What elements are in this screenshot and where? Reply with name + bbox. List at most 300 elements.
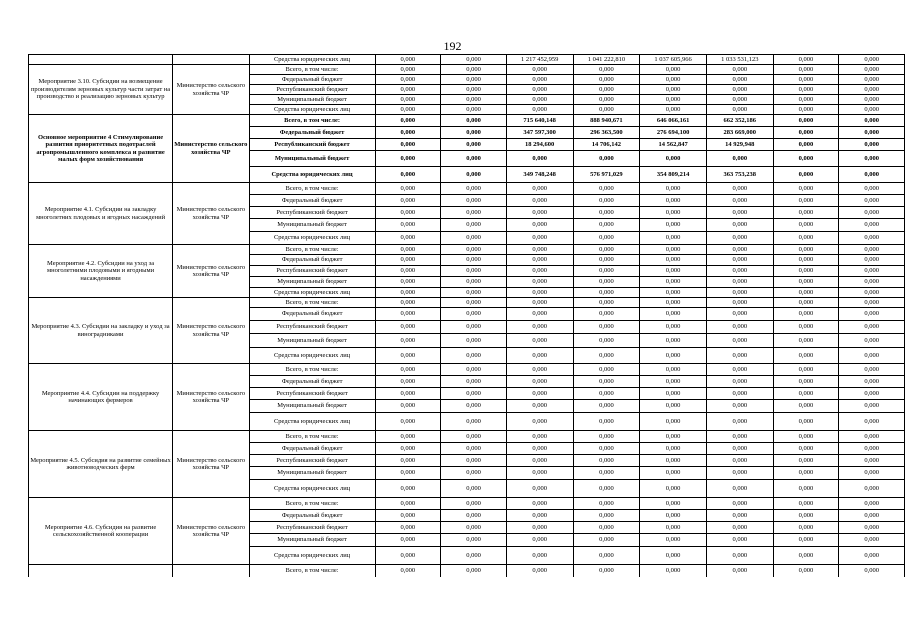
value-cell: 0,000	[375, 321, 441, 334]
value-cell: 0,000	[839, 298, 905, 308]
value-cell: 0,000	[839, 127, 905, 139]
value-cell: 0,000	[375, 480, 441, 498]
value-cell: 0,000	[839, 277, 905, 288]
value-cell: 0,000	[706, 232, 773, 245]
value-cell: 0,000	[640, 245, 707, 255]
measure-name-cell: Мероприятие 4.2. Субсидии на уход за многолетними плодовыми и ягодными насаждениями	[29, 245, 173, 298]
value-cell: 0,000	[706, 443, 773, 455]
value-cell: 296 363,500	[573, 127, 640, 139]
value-cell: 0,000	[506, 255, 573, 266]
value-cell: 0,000	[640, 232, 707, 245]
value-cell: 0,000	[839, 413, 905, 431]
value-cell: 0,000	[706, 95, 773, 105]
funding-source-cell: Всего, в том числе:	[249, 115, 375, 127]
value-cell: 14 562,847	[640, 139, 707, 151]
value-cell: 0,000	[375, 207, 441, 219]
value-cell: 0,000	[573, 534, 640, 547]
funding-source-cell: Муниципальный бюджет	[249, 95, 375, 105]
value-cell: 0,000	[573, 522, 640, 534]
value-cell: 0,000	[706, 308, 773, 321]
value-cell: 0,000	[573, 255, 640, 266]
value-cell: 0,000	[375, 219, 441, 232]
value-cell: 0,000	[773, 288, 839, 298]
value-cell: 0,000	[375, 139, 441, 151]
value-cell: 0,000	[839, 207, 905, 219]
value-cell: 0,000	[506, 288, 573, 298]
value-cell: 0,000	[375, 388, 441, 400]
value-cell: 276 694,100	[640, 127, 707, 139]
value-cell: 0,000	[640, 207, 707, 219]
value-cell: 0,000	[773, 413, 839, 431]
value-cell: 0,000	[706, 75, 773, 85]
value-cell: 0,000	[773, 480, 839, 498]
value-cell: 0,000	[573, 321, 640, 334]
value-cell: 363 753,238	[706, 167, 773, 183]
value-cell: 0,000	[441, 388, 507, 400]
value-cell: 0,000	[839, 95, 905, 105]
value-cell: 0,000	[573, 75, 640, 85]
value-cell: 0,000	[573, 308, 640, 321]
funding-source-cell: Средства юридических лиц	[249, 105, 375, 115]
value-cell: 0,000	[573, 266, 640, 277]
value-cell: 0,000	[706, 298, 773, 308]
funding-source-cell: Средства юридических лиц	[249, 480, 375, 498]
value-cell: 0,000	[375, 105, 441, 115]
funding-source-cell: Республиканский бюджет	[249, 522, 375, 534]
value-cell: 0,000	[773, 547, 839, 565]
value-cell: 0,000	[573, 565, 640, 577]
value-cell: 0,000	[706, 255, 773, 266]
executor-cell: Министерство сельского хозяйства ЧР	[173, 115, 249, 183]
value-cell: 0,000	[573, 277, 640, 288]
value-cell: 0,000	[640, 277, 707, 288]
funding-source-cell: Всего, в том числе:	[249, 298, 375, 308]
value-cell: 0,000	[573, 480, 640, 498]
value-cell: 0,000	[640, 151, 707, 167]
value-cell: 0,000	[573, 388, 640, 400]
value-cell: 0,000	[773, 321, 839, 334]
value-cell: 0,000	[573, 455, 640, 467]
value-cell: 0,000	[839, 321, 905, 334]
value-cell: 0,000	[375, 498, 441, 510]
measure-name-cell: Мероприятие 3.10. Субсидии на возмещение производителям зерновых культур части затрат на производство и реализацию зерновых культур	[29, 65, 173, 115]
value-cell: 0,000	[375, 522, 441, 534]
table-row	[29, 565, 905, 577]
value-cell: 0,000	[773, 443, 839, 455]
value-cell: 0,000	[773, 139, 839, 151]
value-cell: 0,000	[706, 455, 773, 467]
value-cell: 0,000	[441, 288, 507, 298]
value-cell: 0,000	[506, 308, 573, 321]
value-cell: 0,000	[773, 151, 839, 167]
value-cell: 14 929,948	[706, 139, 773, 151]
executor-cell: Министерство сельского хозяйства ЧР	[173, 183, 249, 245]
value-cell: 0,000	[441, 232, 507, 245]
value-cell: 0,000	[640, 547, 707, 565]
value-cell: 0,000	[706, 467, 773, 480]
value-cell: 0,000	[573, 510, 640, 522]
value-cell: 0,000	[640, 266, 707, 277]
value-cell: 0,000	[773, 298, 839, 308]
value-cell: 0,000	[839, 522, 905, 534]
value-cell: 0,000	[706, 151, 773, 167]
value-cell: 0,000	[441, 431, 507, 443]
value-cell: 0,000	[441, 85, 507, 95]
value-cell: 0,000	[839, 151, 905, 167]
value-cell: 0,000	[839, 467, 905, 480]
value-cell: 0,000	[573, 105, 640, 115]
funding-source-cell: Средства юридических лиц	[249, 348, 375, 364]
value-cell: 0,000	[706, 348, 773, 364]
value-cell: 0,000	[839, 348, 905, 364]
value-cell: 0,000	[706, 195, 773, 207]
table-row	[29, 498, 905, 510]
funding-source-cell: Средства юридических лиц	[249, 167, 375, 183]
table-row	[29, 245, 905, 255]
executor-cell: Министерство сельского хозяйства ЧР	[173, 245, 249, 298]
value-cell: 0,000	[773, 534, 839, 547]
value-cell: 0,000	[640, 388, 707, 400]
value-cell: 646 066,161	[640, 115, 707, 127]
value-cell: 0,000	[839, 167, 905, 183]
value-cell: 0,000	[441, 115, 507, 127]
value-cell: 0,000	[441, 348, 507, 364]
value-cell: 0,000	[839, 65, 905, 75]
executor-cell: Министерство сельского хозяйства ЧР	[173, 431, 249, 498]
funding-source-cell: Республиканский бюджет	[249, 207, 375, 219]
value-cell: 0,000	[773, 376, 839, 388]
value-cell: 0,000	[441, 183, 507, 195]
value-cell: 0,000	[441, 413, 507, 431]
value-cell: 0,000	[506, 413, 573, 431]
value-cell: 0,000	[773, 183, 839, 195]
value-cell: 0,000	[839, 364, 905, 376]
executor-cell: Министерство сельского хозяйства ЧР	[173, 65, 249, 115]
value-cell: 0,000	[441, 510, 507, 522]
value-cell: 0,000	[773, 167, 839, 183]
value-cell: 354 809,214	[640, 167, 707, 183]
funding-source-cell: Республиканский бюджет	[249, 321, 375, 334]
value-cell: 0,000	[375, 232, 441, 245]
value-cell: 0,000	[506, 400, 573, 413]
value-cell: 0,000	[506, 498, 573, 510]
value-cell: 0,000	[706, 565, 773, 577]
value-cell: 0,000	[375, 55, 441, 65]
funding-source-cell: Муниципальный бюджет	[249, 334, 375, 348]
value-cell: 0,000	[375, 510, 441, 522]
value-cell: 0,000	[573, 364, 640, 376]
value-cell: 0,000	[773, 105, 839, 115]
value-cell: 0,000	[773, 565, 839, 577]
value-cell: 0,000	[506, 348, 573, 364]
value-cell: 0,000	[640, 522, 707, 534]
value-cell: 0,000	[640, 308, 707, 321]
value-cell: 0,000	[773, 207, 839, 219]
table-row	[29, 65, 905, 75]
value-cell: 0,000	[773, 455, 839, 467]
measure-name-cell: Основное мероприятие 4 Стимулирование развития приоритетных подотраслей агропромышленного комплекса и развитие малых форм хозяйствования	[29, 115, 173, 183]
page-number: 192	[443, 39, 462, 53]
value-cell: 0,000	[573, 288, 640, 298]
funding-source-cell: Всего, в том числе:	[249, 183, 375, 195]
budget-table	[28, 54, 905, 577]
value-cell: 0,000	[573, 431, 640, 443]
measure-name-cell	[29, 565, 173, 577]
value-cell: 1 033 531,123	[706, 55, 773, 65]
value-cell: 0,000	[640, 183, 707, 195]
value-cell: 0,000	[441, 207, 507, 219]
funding-source-cell: Всего, в том числе:	[249, 65, 375, 75]
value-cell: 0,000	[773, 388, 839, 400]
value-cell: 0,000	[441, 298, 507, 308]
value-cell: 0,000	[706, 266, 773, 277]
value-cell: 0,000	[640, 498, 707, 510]
funding-source-cell: Республиканский бюджет	[249, 266, 375, 277]
value-cell: 0,000	[573, 334, 640, 348]
value-cell: 0,000	[573, 245, 640, 255]
value-cell: 0,000	[706, 413, 773, 431]
value-cell: 0,000	[640, 288, 707, 298]
value-cell: 0,000	[640, 565, 707, 577]
funding-source-cell: Средства юридических лиц	[249, 547, 375, 565]
value-cell: 0,000	[573, 467, 640, 480]
value-cell: 0,000	[441, 195, 507, 207]
value-cell: 0,000	[640, 105, 707, 115]
value-cell: 0,000	[506, 219, 573, 232]
value-cell: 0,000	[640, 364, 707, 376]
value-cell: 0,000	[839, 455, 905, 467]
value-cell: 0,000	[773, 115, 839, 127]
value-cell: 0,000	[375, 443, 441, 455]
funding-source-cell: Всего, в том числе:	[249, 364, 375, 376]
value-cell: 0,000	[506, 95, 573, 105]
value-cell: 0,000	[573, 298, 640, 308]
value-cell: 0,000	[773, 55, 839, 65]
value-cell: 0,000	[706, 547, 773, 565]
value-cell: 0,000	[375, 95, 441, 105]
value-cell: 0,000	[640, 219, 707, 232]
value-cell: 0,000	[506, 245, 573, 255]
value-cell: 0,000	[441, 364, 507, 376]
table-row	[29, 183, 905, 195]
value-cell: 0,000	[441, 321, 507, 334]
value-cell: 0,000	[441, 245, 507, 255]
funding-source-cell: Федеральный бюджет	[249, 308, 375, 321]
value-cell: 0,000	[375, 245, 441, 255]
value-cell: 0,000	[375, 413, 441, 431]
value-cell: 0,000	[573, 65, 640, 75]
value-cell: 0,000	[441, 167, 507, 183]
value-cell: 0,000	[375, 85, 441, 95]
value-cell: 0,000	[506, 266, 573, 277]
value-cell: 0,000	[839, 288, 905, 298]
funding-source-cell: Федеральный бюджет	[249, 127, 375, 139]
funding-source-cell: Муниципальный бюджет	[249, 219, 375, 232]
funding-source-cell: Средства юридических лиц	[249, 55, 375, 65]
value-cell: 0,000	[839, 55, 905, 65]
value-cell: 0,000	[839, 266, 905, 277]
value-cell: 0,000	[573, 219, 640, 232]
value-cell: 0,000	[506, 232, 573, 245]
value-cell: 0,000	[506, 277, 573, 288]
measure-name-cell: Мероприятие 4.1. Субсидии на закладку многолетних плодовых и ягодных насаждений	[29, 183, 173, 245]
value-cell: 0,000	[441, 534, 507, 547]
value-cell: 18 294,600	[506, 139, 573, 151]
value-cell: 0,000	[375, 334, 441, 348]
value-cell: 0,000	[839, 195, 905, 207]
funding-source-cell: Республиканский бюджет	[249, 139, 375, 151]
value-cell: 0,000	[706, 364, 773, 376]
value-cell: 0,000	[441, 455, 507, 467]
executor-cell: Министерство сельского хозяйства ЧР	[173, 498, 249, 565]
value-cell: 0,000	[640, 400, 707, 413]
value-cell: 0,000	[773, 400, 839, 413]
value-cell: 0,000	[441, 498, 507, 510]
value-cell: 0,000	[506, 207, 573, 219]
value-cell: 0,000	[375, 467, 441, 480]
value-cell: 0,000	[375, 167, 441, 183]
funding-source-cell: Всего, в том числе:	[249, 498, 375, 510]
value-cell: 0,000	[441, 75, 507, 85]
value-cell: 888 940,671	[573, 115, 640, 127]
value-cell: 662 352,186	[706, 115, 773, 127]
value-cell: 0,000	[441, 65, 507, 75]
value-cell: 0,000	[773, 348, 839, 364]
value-cell: 0,000	[839, 510, 905, 522]
value-cell: 0,000	[506, 85, 573, 95]
measure-name-cell: Мероприятие 4.3. Субсидии на закладку и уход за виноградниками	[29, 298, 173, 364]
funding-source-cell: Республиканский бюджет	[249, 455, 375, 467]
value-cell: 0,000	[375, 364, 441, 376]
value-cell: 0,000	[375, 127, 441, 139]
value-cell: 0,000	[839, 480, 905, 498]
value-cell: 0,000	[506, 480, 573, 498]
value-cell: 0,000	[640, 443, 707, 455]
value-cell: 0,000	[375, 115, 441, 127]
value-cell: 0,000	[839, 388, 905, 400]
value-cell: 0,000	[573, 95, 640, 105]
value-cell: 0,000	[375, 277, 441, 288]
value-cell: 0,000	[839, 498, 905, 510]
value-cell: 0,000	[773, 127, 839, 139]
value-cell: 0,000	[773, 431, 839, 443]
value-cell: 0,000	[506, 443, 573, 455]
value-cell: 0,000	[441, 127, 507, 139]
value-cell: 0,000	[441, 151, 507, 167]
table-row	[29, 364, 905, 376]
value-cell: 0,000	[839, 255, 905, 266]
funding-source-cell: Всего, в том числе:	[249, 565, 375, 577]
executor-cell: Министерство сельского хозяйства ЧР	[173, 298, 249, 364]
value-cell: 14 706,142	[573, 139, 640, 151]
value-cell: 0,000	[573, 413, 640, 431]
table-row	[29, 55, 905, 65]
value-cell: 0,000	[773, 245, 839, 255]
value-cell: 0,000	[506, 151, 573, 167]
value-cell: 0,000	[506, 298, 573, 308]
value-cell: 0,000	[640, 431, 707, 443]
value-cell: 1 217 452,959	[506, 55, 573, 65]
value-cell: 0,000	[506, 105, 573, 115]
value-cell: 0,000	[441, 266, 507, 277]
funding-source-cell: Муниципальный бюджет	[249, 277, 375, 288]
value-cell: 0,000	[441, 547, 507, 565]
value-cell: 0,000	[773, 75, 839, 85]
value-cell: 0,000	[375, 195, 441, 207]
value-cell: 0,000	[573, 207, 640, 219]
value-cell: 0,000	[375, 400, 441, 413]
value-cell: 0,000	[839, 105, 905, 115]
value-cell: 0,000	[640, 255, 707, 266]
value-cell: 0,000	[839, 334, 905, 348]
value-cell: 0,000	[706, 219, 773, 232]
value-cell: 0,000	[640, 467, 707, 480]
funding-source-cell: Республиканский бюджет	[249, 85, 375, 95]
value-cell: 0,000	[573, 376, 640, 388]
value-cell: 0,000	[375, 565, 441, 577]
value-cell: 0,000	[640, 455, 707, 467]
measure-name-cell: Мероприятие 4.4. Субсидии на поддержку начинающих фермеров	[29, 364, 173, 431]
funding-source-cell: Федеральный бюджет	[249, 255, 375, 266]
value-cell: 0,000	[839, 232, 905, 245]
value-cell: 0,000	[773, 308, 839, 321]
value-cell: 0,000	[441, 400, 507, 413]
value-cell: 0,000	[573, 195, 640, 207]
value-cell: 0,000	[573, 400, 640, 413]
value-cell: 0,000	[506, 534, 573, 547]
value-cell: 0,000	[839, 308, 905, 321]
value-cell: 1 037 605,966	[640, 55, 707, 65]
value-cell: 0,000	[640, 376, 707, 388]
value-cell: 349 748,248	[506, 167, 573, 183]
funding-source-cell: Республиканский бюджет	[249, 388, 375, 400]
value-cell: 0,000	[441, 334, 507, 348]
funding-source-cell: Муниципальный бюджет	[249, 400, 375, 413]
value-cell: 0,000	[375, 547, 441, 565]
value-cell: 0,000	[506, 75, 573, 85]
value-cell: 0,000	[706, 498, 773, 510]
value-cell: 0,000	[506, 388, 573, 400]
value-cell: 0,000	[839, 183, 905, 195]
funding-source-cell: Муниципальный бюджет	[249, 151, 375, 167]
value-cell: 0,000	[706, 288, 773, 298]
value-cell: 347 597,300	[506, 127, 573, 139]
value-cell: 0,000	[506, 565, 573, 577]
value-cell: 0,000	[773, 522, 839, 534]
value-cell: 0,000	[706, 480, 773, 498]
value-cell: 0,000	[773, 498, 839, 510]
value-cell: 0,000	[640, 534, 707, 547]
value-cell: 0,000	[506, 65, 573, 75]
value-cell: 0,000	[506, 455, 573, 467]
value-cell: 0,000	[839, 565, 905, 577]
value-cell: 0,000	[706, 105, 773, 115]
value-cell: 0,000	[375, 183, 441, 195]
value-cell: 0,000	[506, 364, 573, 376]
funding-source-cell: Всего, в том числе:	[249, 245, 375, 255]
value-cell: 0,000	[839, 85, 905, 95]
value-cell: 0,000	[375, 288, 441, 298]
value-cell: 0,000	[640, 75, 707, 85]
table-row	[29, 115, 905, 127]
value-cell: 0,000	[375, 348, 441, 364]
value-cell: 0,000	[506, 321, 573, 334]
value-cell: 1 041 222,810	[573, 55, 640, 65]
value-cell: 0,000	[506, 467, 573, 480]
value-cell: 0,000	[706, 510, 773, 522]
value-cell: 0,000	[839, 219, 905, 232]
value-cell: 0,000	[441, 255, 507, 266]
